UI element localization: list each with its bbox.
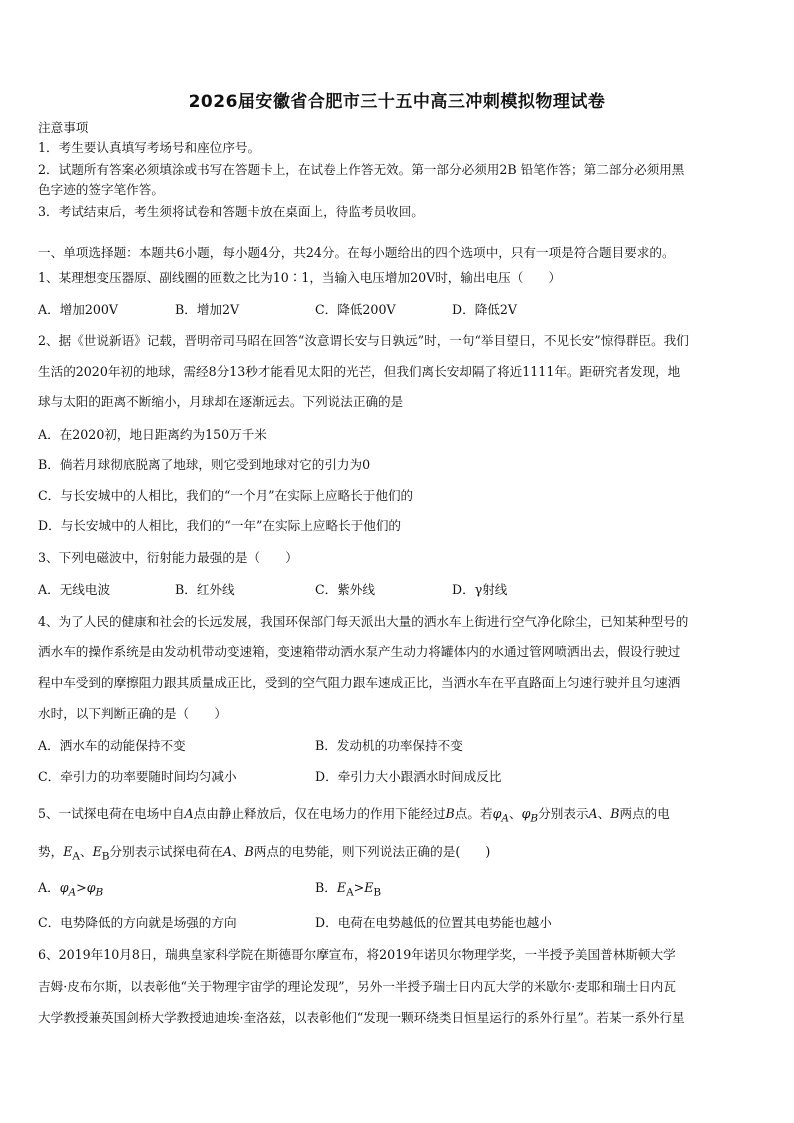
subscript-b: B [530,812,539,825]
option-b: B．增加2V [175,302,240,317]
option-b: B．红外线 [175,582,235,597]
subscript-a: A [346,886,354,899]
e-symbol: E [63,844,73,859]
phi-symbol: φ [59,880,69,895]
option-b [315,878,381,903]
notes-heading: 注意事项 [38,120,89,135]
option-a [38,878,103,903]
question-1-stem: 1、某理想变压器原、副线圈的匝数之比为10∶1，当输入电压增加20V时，输出电压（ ） [38,270,562,285]
option-d: D．与长安城中的人相比，我们的“一年”在实际上应略长于他们的 [38,518,402,533]
question-5-stem-line [38,842,760,867]
question-2-stem-line: 2、据《世说新语》记载，晋明帝司马昭在回答“汝意谓长安与日孰远”时，一句“举目望日，不见长安”惊得群臣。我们 [38,333,689,348]
note-item: 1．考生要认真填写考场号和座位序号。 [38,140,261,155]
text-run: 、 [597,806,611,821]
option-d: D．降低2V [452,302,517,317]
option-d: D．γ射线 [452,582,508,597]
option-c: C．紫外线 [315,582,376,597]
question-6-stem-line: 大学教授兼英国剑桥大学教授迪迪埃·奎洛兹，以表彰他们“发现一颗环绕类日恒星运行的系外行星”。若某一系外行星 [38,1010,685,1025]
e-symbol: E [92,844,102,859]
section-heading: 一、单项选择题：本题共6小题，每小题4分，共24分。在每小题给出的四个选项中，只有一项是符合题目要求的。 [38,245,675,260]
question-3-stem: 3、下列电磁波中，衍射能力最强的是（ ） [38,550,298,565]
option-d: D．电荷在电势越低的位置其电势能也越小 [315,915,552,930]
text-run: 、 [509,806,522,821]
subscript-b: B [101,850,110,863]
e-symbol: E [364,880,374,895]
question-6-stem-line: 6、2019年10月8日，瑞典皇家科学院在斯德哥尔摩宣布，将2019年诺贝尔物理学奖，一半授予美国普林斯顿大学 [38,947,676,962]
point-b-label: B [445,806,455,821]
note-item: 2．试题所有答案必须填涂或书写在答题卡上，在试卷上作答无效。第一部分必须用2B 铅笔作答；第二部分必须用黑 [38,162,685,177]
point-a-label: A [222,844,232,859]
phi-symbol: φ [86,880,96,895]
option-c: C．电势降低的方向就是场强的方向 [38,915,237,930]
subscript-b: B [373,886,382,899]
phi-symbol: φ [492,806,502,821]
point-b-label: B [610,806,620,821]
greater-than: > [76,880,87,895]
text-run: 5、一试探电荷在电场中自 [38,806,185,821]
option-c: C．牵引力的功率要随时间均匀减小 [38,769,237,784]
point-b-label: B [244,844,254,859]
option-c: C．与长安城中的人相比，我们的“一个月”在实际上应略长于他们的 [38,488,414,503]
option-b: B．倘若月球彻底脱离了地球，则它受到地球对它的引力为0 [38,457,371,472]
option-a: A．洒水车的动能保持不变 [38,738,186,753]
subscript-a: A [501,812,509,825]
text-run: 分别表示 [538,806,589,821]
text-run: 两点的电势能，则下列说法正确的是( ) [253,844,491,859]
option-letter: A． [38,880,60,895]
note-item: 3．考试结束后，考生须将试卷和答题卡放在桌面上，待监考员收回。 [38,204,424,219]
question-4-stem-line: 4、为了人民的健康和社会的长远发展，我国环保部门每天派出大量的洒水车上街进行空气净化除尘，已知某种型号的 [38,614,689,629]
question-4-stem-line: 程中车受到的摩擦阻力跟其质量成正比，受到的空气阻力跟车速成正比，当洒水车在平直路面上匀速行驶并且匀速洒 [38,675,681,690]
e-symbol: E [336,880,347,895]
question-2-stem-line: 球与太阳的距离不断缩小，月球却在逐渐远去。下列说法正确的是 [38,394,404,409]
question-6-stem-line: 吉姆·皮布尔斯，以表彰他“关于物理宇宙学的理论发现”，另外一半授予瑞士日内瓦大学的米歇尔·麦耶和瑞士日内瓦 [38,979,676,994]
question-4-stem-line: 水时，以下判断正确的是（ ） [38,706,227,721]
text-run: 两点的电 [619,806,670,821]
greater-than: > [353,880,365,895]
option-c: C．降低200V [315,302,396,317]
subscript-a: A [68,886,77,899]
question-5-stem-line [38,804,760,829]
option-a: A．在2020初，地日距离约为150万千米 [38,427,267,442]
text-run: 点。若 [454,806,493,821]
text-run: 、 [231,844,245,859]
point-a-label: A [184,806,194,821]
option-a: A．无线电波 [38,582,111,597]
exam-title: 2026届安徽省合肥市三十五中高三冲刺模拟物理试卷 [188,92,606,112]
phi-symbol: φ [521,806,531,821]
subscript-a: A [72,850,80,863]
subscript-b: B [95,886,104,899]
question-4-stem-line: 洒水车的操作系统是由发动机带动变速箱，变速箱带动洒水泵产生动力将罐体内的水通过管网喷洒出去，假设行驶过 [38,644,681,659]
text-run: 点由静止释放后，仅在电场力的作用下能经过 [193,806,446,821]
text-run: 势， [38,844,64,859]
text-run: 分别表示试探电荷在 [109,844,223,859]
option-d: D．牵引力大小跟洒水时间成反比 [315,769,502,784]
question-2-stem-line: 生活的2020年初的地球，需经8分13秒才能看见太阳的光芒，但我们离长安却隔了将近1111年。距研究者发现，地 [38,364,681,379]
option-b: B．发动机的功率保持不变 [315,738,463,753]
note-item: 色字迹的签字笔作答。 [38,182,164,197]
option-a: A．增加200V [38,302,119,317]
text-run: 、 [79,844,93,859]
option-letter: B． [315,880,337,895]
point-a-label: A [588,806,598,821]
